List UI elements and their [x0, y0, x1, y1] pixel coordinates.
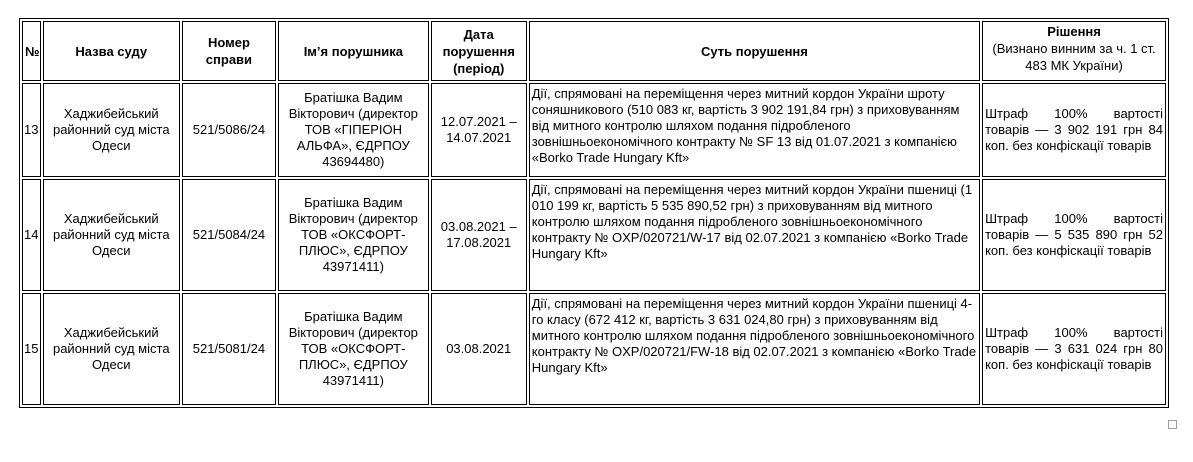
cell-num: 14 [22, 179, 41, 291]
cell-case-number: 521/5086/24 [182, 83, 276, 177]
cell-essence: Дії, спрямовані на переміщення через митний кордон України шроту соняшникового (510 083 кг, вартість 3 902 191,84 грн) з приховуванням від митного контролю шляхом подання підробленого зовнішньоекономічного контракту № SF 13 від 01.07.2021 з компанією «Borko Trade Hungary Kft» [529, 83, 980, 177]
cell-violator: Братішка Вадим Вікторович (директор ТОВ «ОКСФОРТ-ПЛЮС», ЄДРПОУ 43971411) [278, 179, 429, 291]
header-violator: Ім’я порушника [278, 21, 429, 81]
cell-court: Хаджибейський районний суд міста Одеси [43, 83, 180, 177]
header-num: № [22, 21, 41, 81]
table-resize-handle[interactable] [1168, 420, 1177, 429]
cell-case-number: 521/5081/24 [182, 293, 276, 405]
cell-decision: Штраф 100% вартості товарів — 3 631 024 грн 80 коп. без конфіскації товарів [982, 293, 1166, 405]
cell-court: Хаджибейський районний суд міста Одеси [43, 179, 180, 291]
table-row [22, 179, 1166, 291]
header-decision-sub: (Визнано винним за ч. 1 ст. 483 МК України) [992, 41, 1156, 73]
cell-num: 13 [22, 83, 41, 177]
header-date-line3: (період) [453, 60, 505, 76]
cell-essence: Дії, спрямовані на переміщення через митний кордон України пшениці (1 010 199 кг, вартість 5 535 890,52 грн) з приховуванням від митного контролю шляхом подання підробленого зовнішньоекономічного контракту № OXP/020721/W-17 від 02.07.2021 з компанією «Borko Trade Hungary Kft» [529, 179, 980, 291]
table-header-row [22, 21, 1166, 81]
cell-violator: Братішка Вадим Вікторович (директор ТОВ «ГІПЕРІОН АЛЬФА», ЄДРПОУ 43694480) [278, 83, 429, 177]
cell-decision: Штраф 100% вартості товарів — 5 535 890 грн 52 коп. без конфіскації товарів [982, 179, 1166, 291]
header-decision [982, 21, 1166, 81]
cell-decision: Штраф 100% вартості товарів — 3 902 191 грн 84 коп. без конфіскації товарів [982, 83, 1166, 177]
header-case-line2: справи [205, 52, 253, 67]
header-court: Назва суду [43, 21, 180, 81]
header-date-line1: Дата [463, 26, 494, 42]
cell-num: 15 [22, 293, 41, 405]
court-cases-table [19, 18, 1169, 408]
header-date [431, 21, 527, 81]
table-row [22, 83, 1166, 177]
cell-date: 03.08.2021 – 17.08.2021 [431, 179, 527, 291]
table-row [22, 293, 1166, 405]
cell-violator: Братішка Вадим Вікторович (директор ТОВ «ОКСФОРТ-ПЛЮС», ЄДРПОУ 43971411) [278, 293, 429, 405]
header-case [182, 21, 276, 81]
cell-case-number: 521/5084/24 [182, 179, 276, 291]
cell-date: 12.07.2021 – 14.07.2021 [431, 83, 527, 177]
cell-court: Хаджибейський районний суд міста Одеси [43, 293, 180, 405]
header-essence: Суть порушення [529, 21, 980, 81]
cell-essence: Дії, спрямовані на переміщення через митний кордон України пшениці 4-го класу (672 412 кг, вартість 3 631 024,80 грн) з приховуванням від митного контролю шляхом подання підробленого зовнішньоекономічного контракту № OXP/020721/FW-18 від 02.07.2021 з компанією «Borko Trade Hungary Kft» [529, 293, 980, 405]
cell-date: 03.08.2021 [431, 293, 527, 405]
header-case-line1: Номер [207, 35, 250, 50]
header-date-line2: порушення [442, 43, 515, 59]
header-decision-title: Рішення [1047, 24, 1101, 39]
